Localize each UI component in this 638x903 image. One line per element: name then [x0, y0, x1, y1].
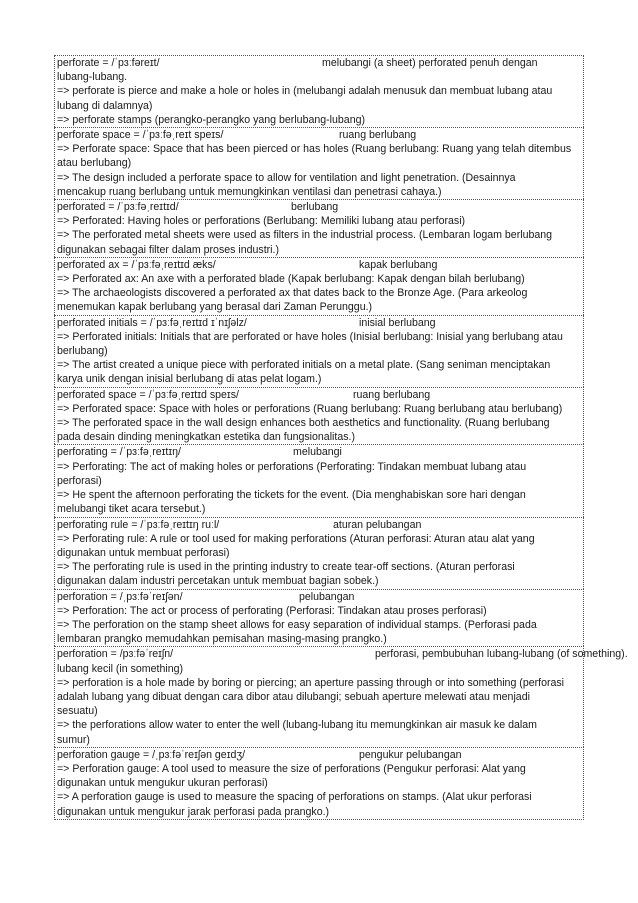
entry-line: => perforate stamps (perangko-perangko yang berlubang-lubang) [57, 113, 366, 126]
entry-header [57, 56, 582, 70]
entry-line: => Perforate space: Space that has been pierced or has holes (Ruang berlubang: Ruang yang telah ditembus [57, 143, 572, 156]
dictionary-entry [54, 257, 584, 315]
dictionary-entry [54, 444, 584, 516]
entry-line: => perforate is pierce and make a hole or holes in (melubangi adalah menusuk dan membuat lubang atau [57, 85, 553, 98]
entry-line: => A perforation gauge is used to measure the spacing of perforations on stamps. (Alat ukur perforasi [57, 791, 532, 804]
entry-line: => The perforated metal sheets were used as filters in the industrial process. (Lembaran logam berlubang [57, 229, 553, 242]
entry-header [57, 128, 582, 142]
entry-line: melubangi tiket acara tersebut.) [57, 503, 206, 516]
headword: perforation gauge = /ˌpɜːfəˈreɪʃən ɡeɪdʒ/ [57, 748, 246, 761]
entry-line: atau berlubang) [57, 157, 132, 170]
entry-line: => Perforated space: Space with holes or perforations (Ruang berlubang: Ruang berlubang atau berlubang) [57, 402, 563, 415]
entry-line: => The artist created a unique piece with perforated initials on a metal plate. (Sang seniman menciptakan [57, 359, 551, 372]
meaning: berlubang [291, 201, 339, 214]
headword: perforation = /ˌpɜːfəˈreɪʃən/ [57, 590, 183, 603]
entry-line: menemukan kapak berlubang yang berasal dari Zaman Perunggu.) [57, 301, 373, 314]
entry-header [57, 258, 582, 272]
dictionary-page [54, 55, 628, 820]
entry-line: => The perforated space in the wall design enhances both aesthetics and functionality. (Ruang berlubang [57, 417, 550, 430]
entry-line: pada desain dinding meningkatkan estetika dan fungsionalitas.) [57, 431, 356, 444]
entry-line: adalah lubang yang dibuat dengan cara dibor atau dilubangi; sebuah aperture melewati atau menjadi [57, 690, 530, 703]
entry-line: lubang kecil (in something) [57, 662, 184, 675]
entry-line: => He spent the afternoon perforating the tickets for the event. (Dia menghabiskan sore hari dengan [57, 489, 526, 502]
entry-line: => the perforations allow water to enter the well (lubang-lubang itu memungkinkan air masuk ke dalam [57, 719, 537, 732]
headword: perforated initials = /ˈpɜːfəˌreɪtɪd ɪˈnɪʃəlz/ [57, 316, 247, 329]
entry-header [57, 518, 582, 532]
dictionary-entry [54, 387, 584, 445]
entry-line: lubang di dalamnya) [57, 99, 153, 112]
meaning: melubangi (a sheet) perforated penuh dengan [322, 57, 538, 69]
headword: perforating = /ˈpɜːfəˌreɪtɪŋ/ [57, 446, 181, 459]
entry-line: => Perforated ax: An axe with a perforated blade (Kapak berlubang: Kapak dengan bilah berlubang) [57, 273, 525, 286]
entry-line: mencakup ruang berlubang untuk memungkinkan ventilasi dan penetrasi cahaya.) [57, 185, 442, 198]
entry-line: digunakan dalam industri percetakan untuk membuat bagian sobek.) [57, 575, 379, 588]
entry-line: => Perforated initials: Initials that are perforated or have holes (Inisial berlubang: Inisial yang berlubang atau [57, 330, 563, 343]
entry-header [57, 316, 582, 330]
meaning: melubangi [293, 446, 342, 459]
entry-line: => The design included a perforate space to allow for ventilation and light penetration. (Desainnya [57, 171, 516, 184]
entry-line: sumur) [57, 733, 90, 746]
entry-header [57, 590, 582, 604]
entry-header [57, 200, 582, 214]
dictionary-entry [54, 55, 584, 127]
headword: perforated = /ˈpɜːfəˌreɪtɪd/ [57, 201, 179, 214]
entry-line: perforasi) [57, 474, 102, 487]
entry-header [57, 388, 582, 402]
entry-line: digunakan untuk mengukur ukuran perforasi) [57, 777, 268, 790]
headword: perforating rule = /ˈpɜːfəˌreɪtɪŋ ruːl/ [57, 518, 220, 531]
meaning: inisial berlubang [359, 316, 436, 329]
meaning: pelubangan [299, 590, 355, 603]
entry-line: digunakan untuk membuat perforasi) [57, 546, 230, 559]
entry-line: digunakan untuk mengukur jarak perforasi pada prangko.) [57, 805, 330, 818]
meaning: perforasi, pembubuhan lubang-lubang (of something). [375, 648, 628, 661]
meaning: ruang berlubang [353, 388, 431, 401]
headword: perforated space = /ˈpɜːfəˌreɪtɪd speɪs/ [57, 388, 239, 401]
entry-line: => Perforation: The act or process of perforating (Perforasi: Tindakan atau proses perforasi) [57, 604, 487, 617]
entry-header [57, 647, 628, 661]
entry-line: lembaran prangko memudahkan pemisahan masing-masing prangko.) [57, 633, 387, 646]
entry-line: berlubang) [57, 345, 108, 358]
entry-line: => The perforating rule is used in the printing industry to create tear-off sections. (Aturan perforasi [57, 561, 515, 574]
entry-line: => The perforation on the stamp sheet allows for easy separation of individual stamps. (Perforasi pada [57, 618, 537, 631]
dictionary-entry [54, 517, 584, 589]
entry-line: lubang-lubang. [57, 71, 128, 84]
dictionary-entry [54, 199, 584, 257]
entry-line: => Perforation gauge: A tool used to measure the size of perforations (Pengukur perforasi: Alat yang [57, 762, 526, 775]
entry-line: sesuatu) [57, 705, 98, 718]
entry-header [57, 445, 582, 459]
entry-line: karya unik dengan inisial berlubang di atas pelat logam.) [57, 373, 322, 386]
entry-line: => The archaeologists discovered a perforated ax that dates back to the Bronze Age. (Para arkeolog [57, 287, 528, 300]
meaning: aturan pelubangan [333, 518, 422, 531]
meaning: ruang berlubang [339, 129, 417, 142]
headword: perforate space = /ˈpɜːfəˌreɪt speɪs/ [57, 129, 224, 142]
entry-line: => Perforated: Having holes or perforations (Berlubang: Memiliki lubang atau perforasi) [57, 215, 466, 228]
headword: perforated ax = /ˈpɜːfəˌreɪtɪd æks/ [57, 258, 216, 271]
dictionary-entry [54, 315, 584, 387]
headword: perforation = /pɜːfəˈreɪʃn/ [57, 648, 174, 661]
headword: perforate = /ˈpɜːfəreɪt/ [57, 57, 160, 69]
dictionary-entry [54, 646, 628, 746]
entry-line: digunakan sebagai filter dalam proses industri.) [57, 243, 280, 256]
entry-header [57, 748, 582, 762]
dictionary-entry [54, 747, 584, 820]
entry-line: => perforation is a hole made by boring or piercing; an aperture passing through or into something (perforasi [57, 676, 565, 689]
dictionary-entry [54, 127, 584, 199]
meaning: pengukur pelubangan [359, 748, 462, 761]
entry-line: => Perforating rule: A rule or tool used for making perforations (Aturan perforasi: Aturan atau alat yang [57, 532, 535, 545]
dictionary-entry [54, 589, 584, 647]
entry-line: => Perforating: The act of making holes or perforations (Perforating: Tindakan membuat lubang atau [57, 460, 527, 473]
meaning: kapak berlubang [359, 258, 438, 271]
